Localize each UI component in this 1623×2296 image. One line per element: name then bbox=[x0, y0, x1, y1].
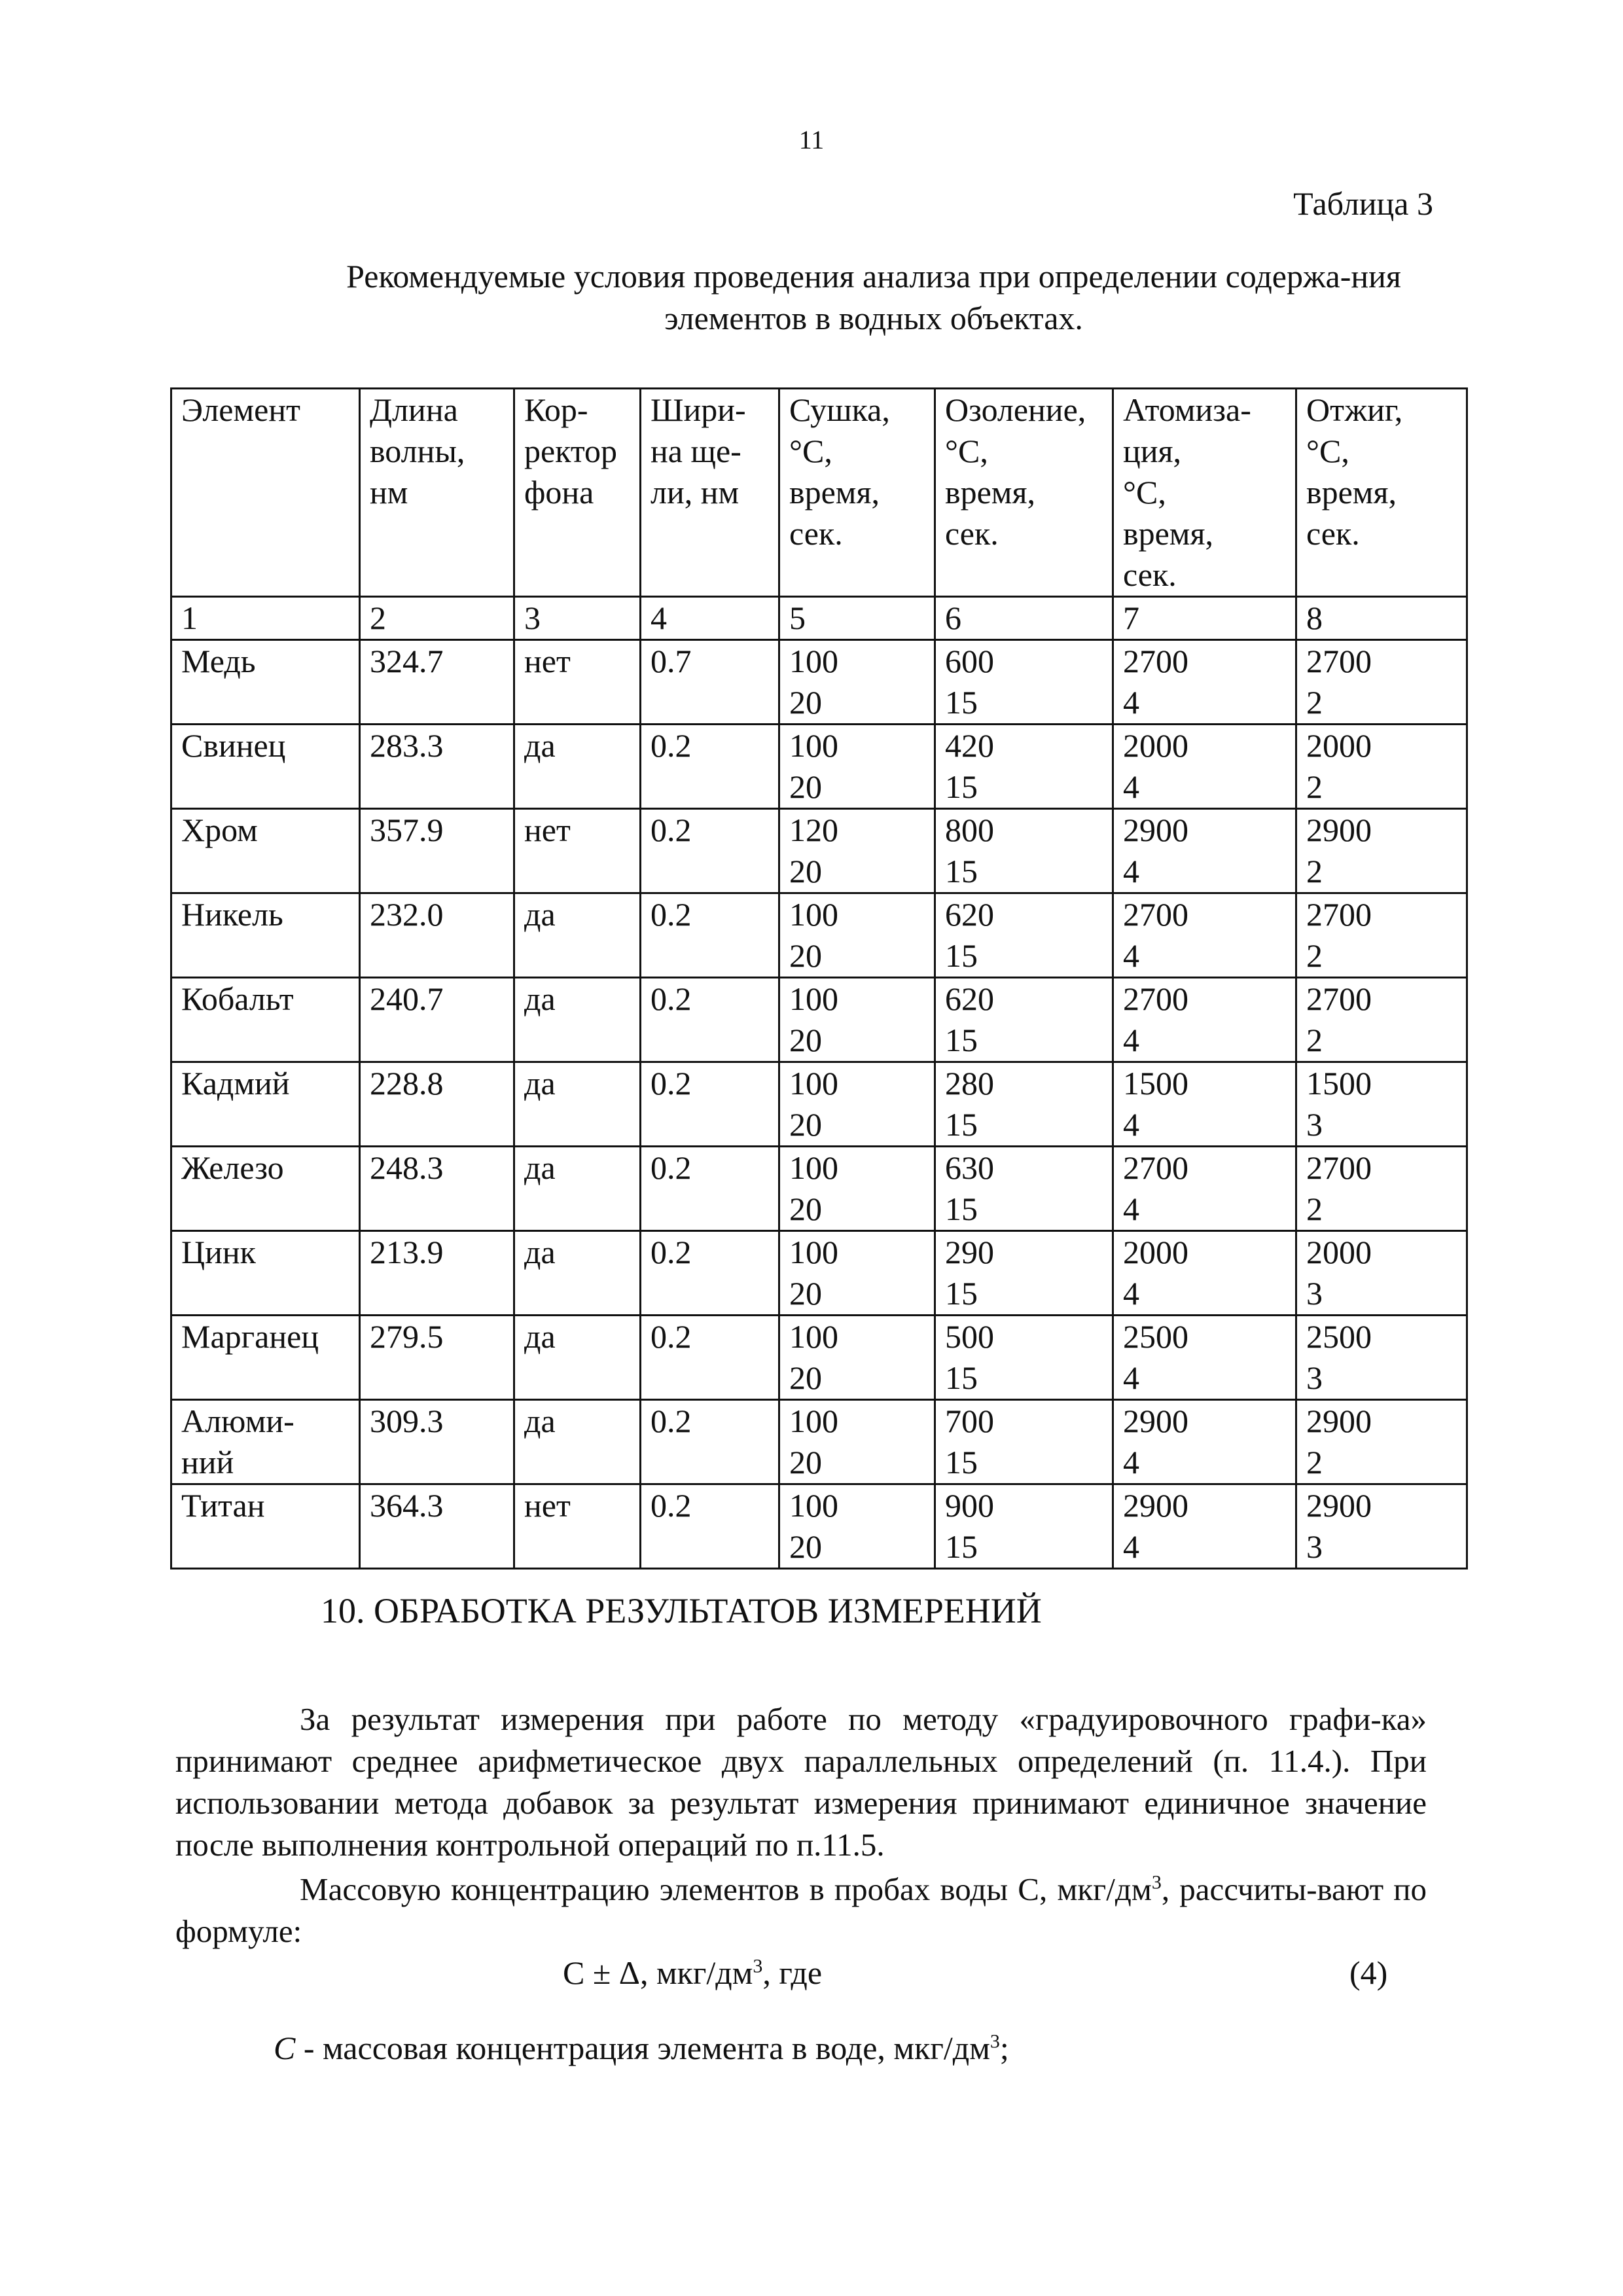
table-cell: 0.2 bbox=[641, 1316, 779, 1400]
table-row bbox=[171, 1484, 1467, 1569]
table-cell: 420 15 bbox=[935, 725, 1113, 809]
table-cell: 100 20 bbox=[779, 893, 935, 978]
column-number: 8 bbox=[1296, 597, 1467, 640]
table-cell: 2500 3 bbox=[1296, 1316, 1467, 1400]
table-cell: 2700 4 bbox=[1113, 978, 1296, 1062]
table-cell: нет bbox=[514, 640, 641, 725]
column-header: Длина волны, нм bbox=[360, 389, 514, 597]
column-number: 1 bbox=[171, 597, 360, 640]
column-header: Кор- ректор фона bbox=[514, 389, 641, 597]
section-title: 10. ОБРАБОТКА РЕЗУЛЬТАТОВ ИЗМЕРЕНИЙ bbox=[321, 1591, 1042, 1630]
table-cell: да bbox=[514, 1062, 641, 1147]
element-name-cell: Железо bbox=[171, 1147, 360, 1231]
table-cell: 2000 4 bbox=[1113, 725, 1296, 809]
table-row bbox=[171, 1400, 1467, 1484]
table-row bbox=[171, 978, 1467, 1062]
table-cell: 0.2 bbox=[641, 893, 779, 978]
table-cell: 2000 3 bbox=[1296, 1231, 1467, 1316]
table-row bbox=[171, 1062, 1467, 1147]
table-cell: 100 20 bbox=[779, 1484, 935, 1569]
paragraph-result-definition: За результат измерения при работе по методу «градуировочного графи-ка» принимают среднее арифметическое двух параллельных определений (п. 11.4.). При использовании метода добавок за результат измерения принимают единичное значение после выполнения контрольной операций по п.11.5. bbox=[175, 1701, 1427, 1863]
table-cell: 2900 4 bbox=[1113, 1484, 1296, 1569]
table-cell: 228.8 bbox=[360, 1062, 514, 1147]
table-cell: 2700 2 bbox=[1296, 893, 1467, 978]
table-cell: 2000 2 bbox=[1296, 725, 1467, 809]
definition-suffix: ; bbox=[999, 2030, 1009, 2066]
table-cell: 1500 4 bbox=[1113, 1062, 1296, 1147]
page-number: 11 bbox=[798, 125, 825, 154]
table-cell: 620 15 bbox=[935, 978, 1113, 1062]
definition-symbol: С bbox=[274, 2030, 296, 2066]
table-cell: 100 20 bbox=[779, 1400, 935, 1484]
table-cell: да bbox=[514, 978, 641, 1062]
table-row bbox=[171, 1231, 1467, 1316]
element-name-cell: Кадмий bbox=[171, 1062, 360, 1147]
conditions-table bbox=[170, 387, 1468, 1570]
table-cell: да bbox=[514, 1400, 641, 1484]
table-cell: 2700 2 bbox=[1296, 640, 1467, 725]
column-header: Шири- на ще- ли, нм bbox=[641, 389, 779, 597]
table-row bbox=[171, 1147, 1467, 1231]
table-cell: 213.9 bbox=[360, 1231, 514, 1316]
table-cell: 290 15 bbox=[935, 1231, 1113, 1316]
element-name-cell: Никель bbox=[171, 893, 360, 978]
table-cell: 2700 4 bbox=[1113, 1147, 1296, 1231]
element-name-cell: Медь bbox=[171, 640, 360, 725]
table-cell: 800 15 bbox=[935, 809, 1113, 893]
table-cell: 0.2 bbox=[641, 1147, 779, 1231]
table-cell: 2900 4 bbox=[1113, 809, 1296, 893]
table-cell: 280 15 bbox=[935, 1062, 1113, 1147]
paragraph-text-start: Массовую концентрацию элементов в пробах воды С, мкг/дм bbox=[300, 1871, 1152, 1907]
symbol-definition bbox=[274, 2029, 1009, 2067]
element-name-cell: Кобальт bbox=[171, 978, 360, 1062]
column-header: Атомиза- ция, °C, время, сек. bbox=[1113, 389, 1296, 597]
table-cell: 2700 2 bbox=[1296, 1147, 1467, 1231]
table-cell: 630 15 bbox=[935, 1147, 1113, 1231]
table-cell: 2500 4 bbox=[1113, 1316, 1296, 1400]
table-cell: 283.3 bbox=[360, 725, 514, 809]
table-cell: 240.7 bbox=[360, 978, 514, 1062]
column-header: Озоление, °C, время, сек. bbox=[935, 389, 1113, 597]
column-header: Элемент bbox=[171, 389, 360, 597]
table-cell: 2900 2 bbox=[1296, 809, 1467, 893]
column-number: 3 bbox=[514, 597, 641, 640]
table-cell: 2900 4 bbox=[1113, 1400, 1296, 1484]
table-row bbox=[171, 809, 1467, 893]
element-name-cell: Хром bbox=[171, 809, 360, 893]
table-caption: Рекомендуемые условия проведения анализа при определении содержа-ния элементов в водных объектах. bbox=[346, 258, 1401, 336]
paragraph-text-end: , рассчиты-вают по формуле: bbox=[175, 1871, 1427, 1949]
table-cell: 0.2 bbox=[641, 1400, 779, 1484]
column-header: Отжиг, °C, время, сек. bbox=[1296, 389, 1467, 597]
element-name-cell: Титан bbox=[171, 1484, 360, 1569]
element-name-cell: Цинк bbox=[171, 1231, 360, 1316]
table-row bbox=[171, 893, 1467, 978]
table-cell: 2700 4 bbox=[1113, 893, 1296, 978]
paragraph-concentration-calculation bbox=[175, 1869, 1427, 1952]
formula-number: (4) bbox=[1349, 1954, 1388, 1991]
table-cell: 232.0 bbox=[360, 893, 514, 978]
table-cell: 0.2 bbox=[641, 809, 779, 893]
table-cell: 100 20 bbox=[779, 978, 935, 1062]
table-cell: 900 15 bbox=[935, 1484, 1113, 1569]
table-cell: 100 20 bbox=[779, 640, 935, 725]
column-header: Сушка, °C, время, сек. bbox=[779, 389, 935, 597]
table-cell: да bbox=[514, 1231, 641, 1316]
unit-exponent: 3 bbox=[1151, 1871, 1162, 1893]
element-name-cell: Марганец bbox=[171, 1316, 360, 1400]
column-number: 6 bbox=[935, 597, 1113, 640]
table-cell: 357.9 bbox=[360, 809, 514, 893]
table-cell: 600 15 bbox=[935, 640, 1113, 725]
formula-suffix: , где bbox=[762, 1954, 823, 1991]
table-cell: 0.2 bbox=[641, 725, 779, 809]
column-number: 7 bbox=[1113, 597, 1296, 640]
table-cell: 324.7 bbox=[360, 640, 514, 725]
table-cell: 700 15 bbox=[935, 1400, 1113, 1484]
table-cell: 0.2 bbox=[641, 978, 779, 1062]
table-cell: 248.3 bbox=[360, 1147, 514, 1231]
table-cell: да bbox=[514, 725, 641, 809]
formula-expression: С ± Δ, мкг/дм bbox=[563, 1954, 753, 1991]
table-cell: 309.3 bbox=[360, 1400, 514, 1484]
table-row bbox=[171, 640, 1467, 725]
table-cell: 100 20 bbox=[779, 1316, 935, 1400]
header-row bbox=[171, 389, 1467, 597]
table-cell: 100 20 bbox=[779, 1231, 935, 1316]
column-number: 2 bbox=[360, 597, 514, 640]
table-cell: да bbox=[514, 1316, 641, 1400]
table-cell: 620 15 bbox=[935, 893, 1113, 978]
table-cell: 0.2 bbox=[641, 1062, 779, 1147]
table-cell: 1500 3 bbox=[1296, 1062, 1467, 1147]
table-cell: 364.3 bbox=[360, 1484, 514, 1569]
table-cell: 2900 3 bbox=[1296, 1484, 1467, 1569]
table-cell: да bbox=[514, 1147, 641, 1231]
table-cell: нет bbox=[514, 1484, 641, 1569]
column-number: 4 bbox=[641, 597, 779, 640]
table-cell: да bbox=[514, 893, 641, 978]
table-cell: 2900 2 bbox=[1296, 1400, 1467, 1484]
table-cell: 2000 4 bbox=[1113, 1231, 1296, 1316]
table-cell: 0.2 bbox=[641, 1231, 779, 1316]
table-cell: 100 20 bbox=[779, 1062, 935, 1147]
column-number: 5 bbox=[779, 597, 935, 640]
column-number-row bbox=[171, 597, 1467, 640]
table-cell: 0.2 bbox=[641, 1484, 779, 1569]
table-cell: 279.5 bbox=[360, 1316, 514, 1400]
table-cell: 2700 4 bbox=[1113, 640, 1296, 725]
formula bbox=[563, 1954, 822, 1992]
table-cell: нет bbox=[514, 809, 641, 893]
table-cell: 100 20 bbox=[779, 725, 935, 809]
table-row bbox=[171, 725, 1467, 809]
table-cell: 500 15 bbox=[935, 1316, 1113, 1400]
table-cell: 100 20 bbox=[779, 1147, 935, 1231]
formula-unit-exponent: 3 bbox=[753, 1955, 763, 1977]
table-label: Таблица 3 bbox=[1293, 185, 1433, 222]
table-cell: 2700 2 bbox=[1296, 978, 1467, 1062]
table-cell: 0.7 bbox=[641, 640, 779, 725]
definition-text: - массовая концентрация элемента в воде, мкг/дм bbox=[295, 2030, 990, 2066]
table-row bbox=[171, 1316, 1467, 1400]
definition-unit-exponent: 3 bbox=[990, 2030, 1000, 2053]
table-cell: 120 20 bbox=[779, 809, 935, 893]
element-name-cell: Алюми- ний bbox=[171, 1400, 360, 1484]
element-name-cell: Свинец bbox=[171, 725, 360, 809]
